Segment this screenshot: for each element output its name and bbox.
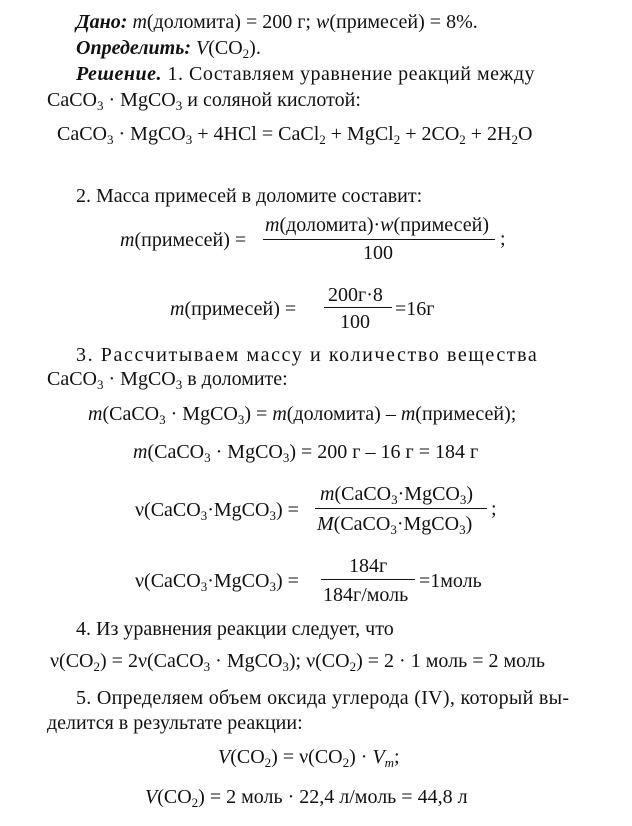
amount-formula [135,484,505,536]
given-text: m(доломита) = 200 г; w(примесей) = 8%. [132,11,478,33]
step4-calc: $\nu(CO_2)$ = 2ν(CaCO$_3$ · MgCO$_3$); $\nu(CO_2) = 2 \cdot 1$ моль = 2 моль [50,650,545,674]
impurity-calc-denominator: 100 [340,311,370,333]
impurity-calc [170,285,470,333]
step4-title: 4. Из уравнения реакции следует, что [76,618,394,640]
amount-calc-denominator: 184г/моль [323,584,409,606]
impurity-calc-lhs: m(примесей) = [170,298,297,320]
amount-formula-tail: ; [491,498,497,520]
impurity-formula-numerator: m(доломита)·w(примесей) [265,214,489,236]
volume-formula: $V(CO_2) = \nu(CO_2) \cdot V_m$; [218,746,400,770]
solution-step1-line1 [76,64,535,84]
fraction-bar [263,239,495,240]
solution-label: Решение. [76,63,163,85]
impurity-formula [120,215,510,263]
step3-line1: 3. Рассчитываем массу и количество вещества [76,344,539,366]
impurity-formula-tail: ; [500,228,506,250]
find-text: $V(CO_2)$. [196,37,261,61]
reaction-equation: CaCO$_3$ · MgCO$_3$ + 4HCl = CaCl$_2$ + MgCl$_2$ + $2CO_2 + 2H_2O$ [57,123,533,147]
volume-calc: $V(CO_2) = 2$ моль · 22,4 л/моль = 44,8 л [145,786,468,810]
solution-step1-line2: CaCO$_3$ · MgCO$_3$ и соляной кислотой: [47,89,361,113]
amount-formula-lhs: ν(CaCO$_3$·MgCO$_3$) = [135,499,299,523]
impurity-calc-result: =16г [395,298,435,320]
step5-line1: 5. Определяем объем оксида углерода (IV), который вы- [76,687,570,709]
fraction-bar [315,508,487,509]
mass-formula: m(CaCO$_3$ · MgCO$_3$) = m(доломита) – m(примесей); [88,403,517,427]
amount-calc-numerator: 184г [349,555,388,577]
impurity-formula-lhs: m(примесей) = [120,229,247,251]
fraction-bar [321,579,415,580]
find-label: Определить: [76,37,191,59]
impurity-calc-numerator: 200г·8 [328,284,383,306]
amount-formula-denominator: M(CaCO$_3$·MgCO$_3$) [317,513,473,537]
step5-line2: делится в результате реакции: [47,712,303,734]
step1-text: 1. Составляем уравнение реакций между [167,63,536,85]
given-label: Дано: [76,11,128,33]
step3-line2: CaCO$_3$ · MgCO$_3$ в доломите: [47,368,288,392]
amount-formula-numerator: m(CaCO$_3$·MgCO$_3$) [320,483,474,507]
impurity-formula-denominator: 100 [363,242,393,264]
mass-calc: m(CaCO$_3$ · MgCO$_3$) = 200 г – 16 г = 184 г [133,441,479,465]
given-line [76,12,478,32]
amount-calc [135,555,482,606]
amount-calc-result: =1моль [419,570,482,592]
amount-calc-lhs: ν(CaCO$_3$·MgCO$_3$) = [135,570,299,594]
find-line [76,37,261,61]
step2-title: 2. Масса примесей в доломите составит: [76,185,423,207]
fraction-bar [324,307,392,308]
